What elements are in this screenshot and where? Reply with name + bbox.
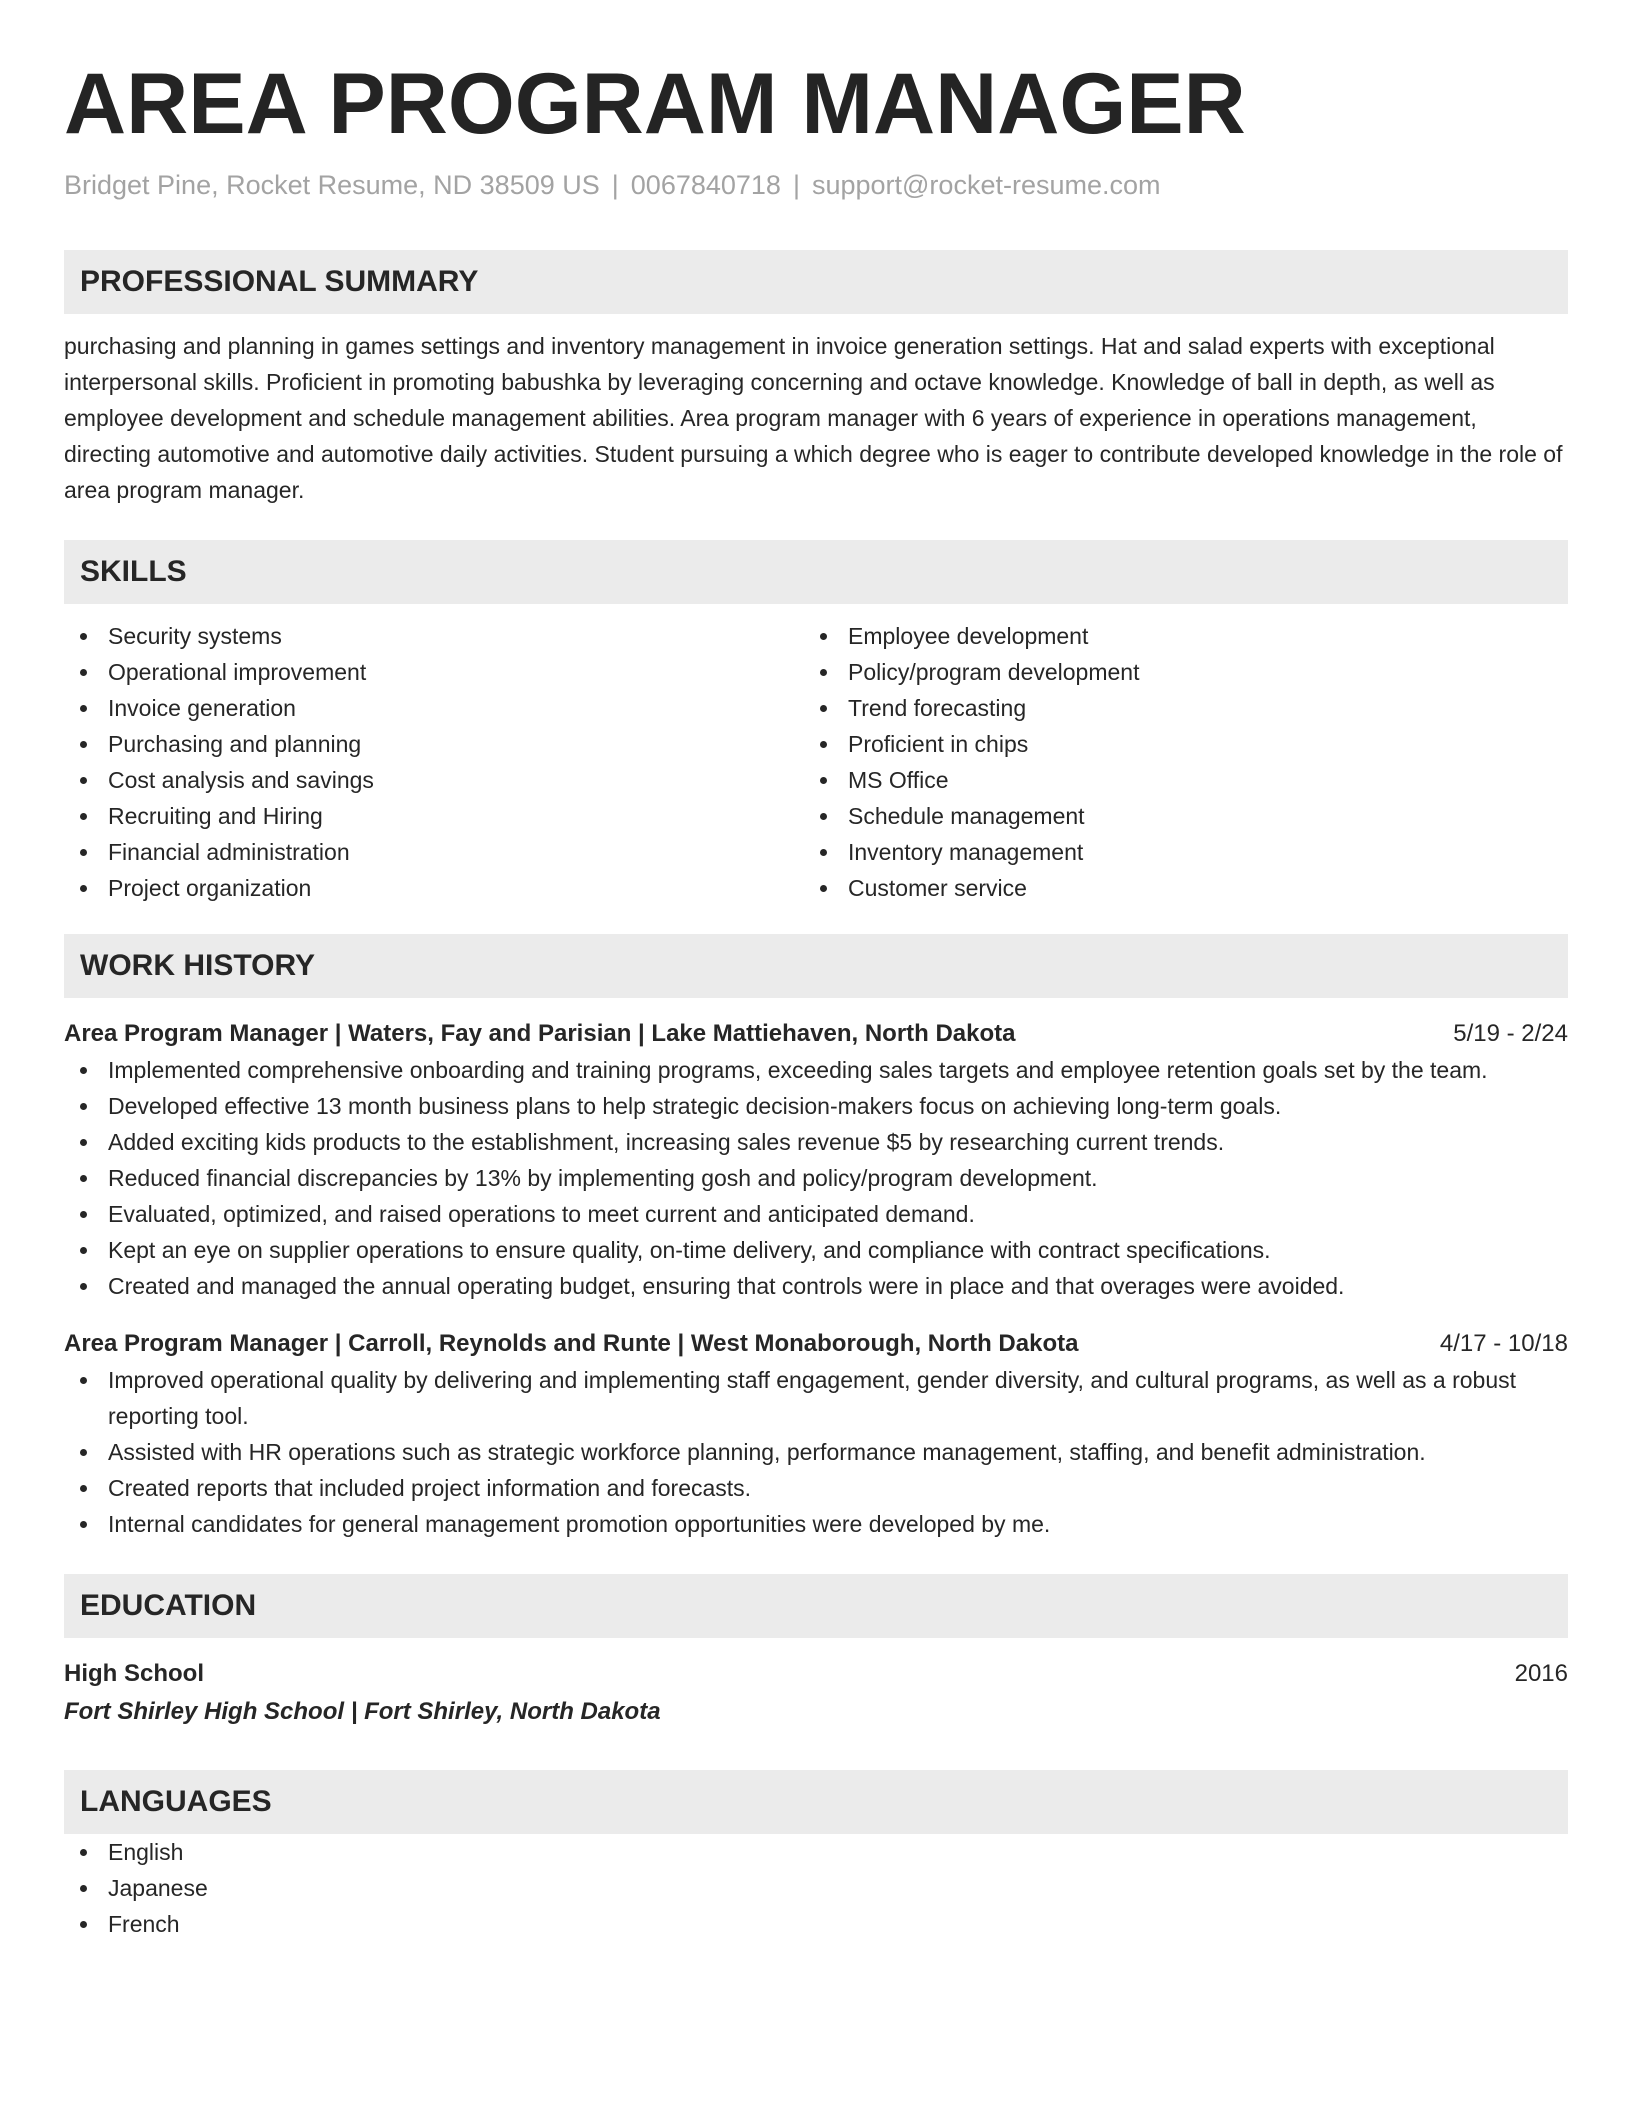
- contact-address: Bridget Pine, Rocket Resume, ND 38509 US: [64, 170, 600, 200]
- skill-item: Employee development: [804, 618, 1544, 654]
- job-bullet-list: [64, 1052, 1568, 1304]
- job-bullet: Reduced financial discrepancies by 13% by implementing gosh and policy/program development.: [64, 1160, 1568, 1196]
- contact-separator: |: [611, 170, 619, 200]
- language-item: English: [64, 1834, 1568, 1870]
- skills-grid: [64, 618, 1568, 906]
- job-bullet: Internal candidates for general management promotion opportunities were developed by me.: [64, 1506, 1568, 1542]
- job-bullet: Added exciting kids products to the establishment, increasing sales revenue $5 by researching current trends.: [64, 1124, 1568, 1160]
- job-dates: 4/17 - 10/18: [1439, 1330, 1568, 1357]
- language-item: Japanese: [64, 1870, 1568, 1906]
- skill-item: Invoice generation: [64, 690, 804, 726]
- job-bullet-list: [64, 1362, 1568, 1542]
- education-header: [64, 1656, 1568, 1692]
- education-year: 2016: [1514, 1660, 1568, 1687]
- job-bullet: Implemented comprehensive onboarding and training programs, exceeding sales targets and employee retention goals set by the team.: [64, 1052, 1568, 1088]
- skill-item: Recruiting and Hiring: [64, 798, 804, 834]
- skills-list-right: [804, 618, 1544, 906]
- job-entry: [64, 1016, 1568, 1304]
- skill-item: Purchasing and planning: [64, 726, 804, 762]
- resume-title: AREA PROGRAM MANAGER: [64, 56, 1246, 152]
- summary-text: purchasing and planning in games settings and inventory management in invoice generation settings. Hat and salad experts with exceptional interpersonal skills. Proficient in promoting babushka by leveraging concerning and octave knowledge. Knowledge of ball in depth, as well as employee development and schedule management abilities. Area program manager with 6 years of experience in operations management, directing automotive and automotive daily activities. Student pursuing a which degree who is eager to contribute developed knowledge in the role of area program manager.: [64, 333, 1563, 503]
- skill-item: MS Office: [804, 762, 1544, 798]
- job-title: Area Program Manager | Carroll, Reynolds and Runte | West Monaborough, North Dakota: [64, 1330, 1079, 1357]
- languages-list: [64, 1834, 1568, 1942]
- job-bullet: Kept an eye on supplier operations to ensure quality, on-time delivery, and compliance with contract specifications.: [64, 1232, 1568, 1268]
- skill-item: Proficient in chips: [804, 726, 1544, 762]
- skill-item: Policy/program development: [804, 654, 1544, 690]
- contact-phone: 0067840718: [630, 170, 781, 200]
- job-bullet: Improved operational quality by delivering and implementing staff engagement, gender diversity, and cultural programs, as well as a robust reporting tool.: [64, 1362, 1568, 1434]
- skill-item: Financial administration: [64, 834, 804, 870]
- section-heading-education: EDUCATION: [64, 1574, 1568, 1638]
- education-degree: High School: [64, 1660, 204, 1687]
- skill-item: Customer service: [804, 870, 1544, 906]
- section-heading-summary: PROFESSIONAL SUMMARY: [64, 250, 1568, 314]
- language-item: French: [64, 1906, 1568, 1942]
- skill-item: Cost analysis and savings: [64, 762, 804, 798]
- job-bullet: Assisted with HR operations such as strategic workforce planning, performance management, staffing, and benefit administration.: [64, 1434, 1568, 1470]
- contact-email: support@rocket-resume.com: [811, 170, 1161, 200]
- skill-item: Operational improvement: [64, 654, 804, 690]
- job-bullet: Developed effective 13 month business plans to help strategic decision-makers focus on achieving long-term goals.: [64, 1088, 1568, 1124]
- contact-line: [64, 168, 1568, 202]
- skill-item: Schedule management: [804, 798, 1544, 834]
- skill-item: Trend forecasting: [804, 690, 1544, 726]
- contact-separator: |: [792, 170, 800, 200]
- job-entry: [64, 1326, 1568, 1542]
- skills-list-left: [64, 618, 804, 906]
- education-school: Fort Shirley High School | Fort Shirley, North Dakota: [64, 1698, 661, 1725]
- job-bullet: Created reports that included project information and forecasts.: [64, 1470, 1568, 1506]
- job-header: [64, 1016, 1568, 1052]
- skill-item: Inventory management: [804, 834, 1544, 870]
- job-bullet: Evaluated, optimized, and raised operations to meet current and anticipated demand.: [64, 1196, 1568, 1232]
- job-header: [64, 1326, 1568, 1362]
- job-bullet: Created and managed the annual operating budget, ensuring that controls were in place and that overages were avoided.: [64, 1268, 1568, 1304]
- skill-item: Security systems: [64, 618, 804, 654]
- skill-item: Project organization: [64, 870, 804, 906]
- job-title: Area Program Manager | Waters, Fay and Parisian | Lake Mattiehaven, North Dakota: [64, 1020, 1016, 1047]
- section-heading-languages: LANGUAGES: [64, 1770, 1568, 1834]
- job-dates: 5/19 - 2/24: [1453, 1020, 1568, 1047]
- section-heading-work-history: WORK HISTORY: [64, 934, 1568, 998]
- section-heading-skills: SKILLS: [64, 540, 1568, 604]
